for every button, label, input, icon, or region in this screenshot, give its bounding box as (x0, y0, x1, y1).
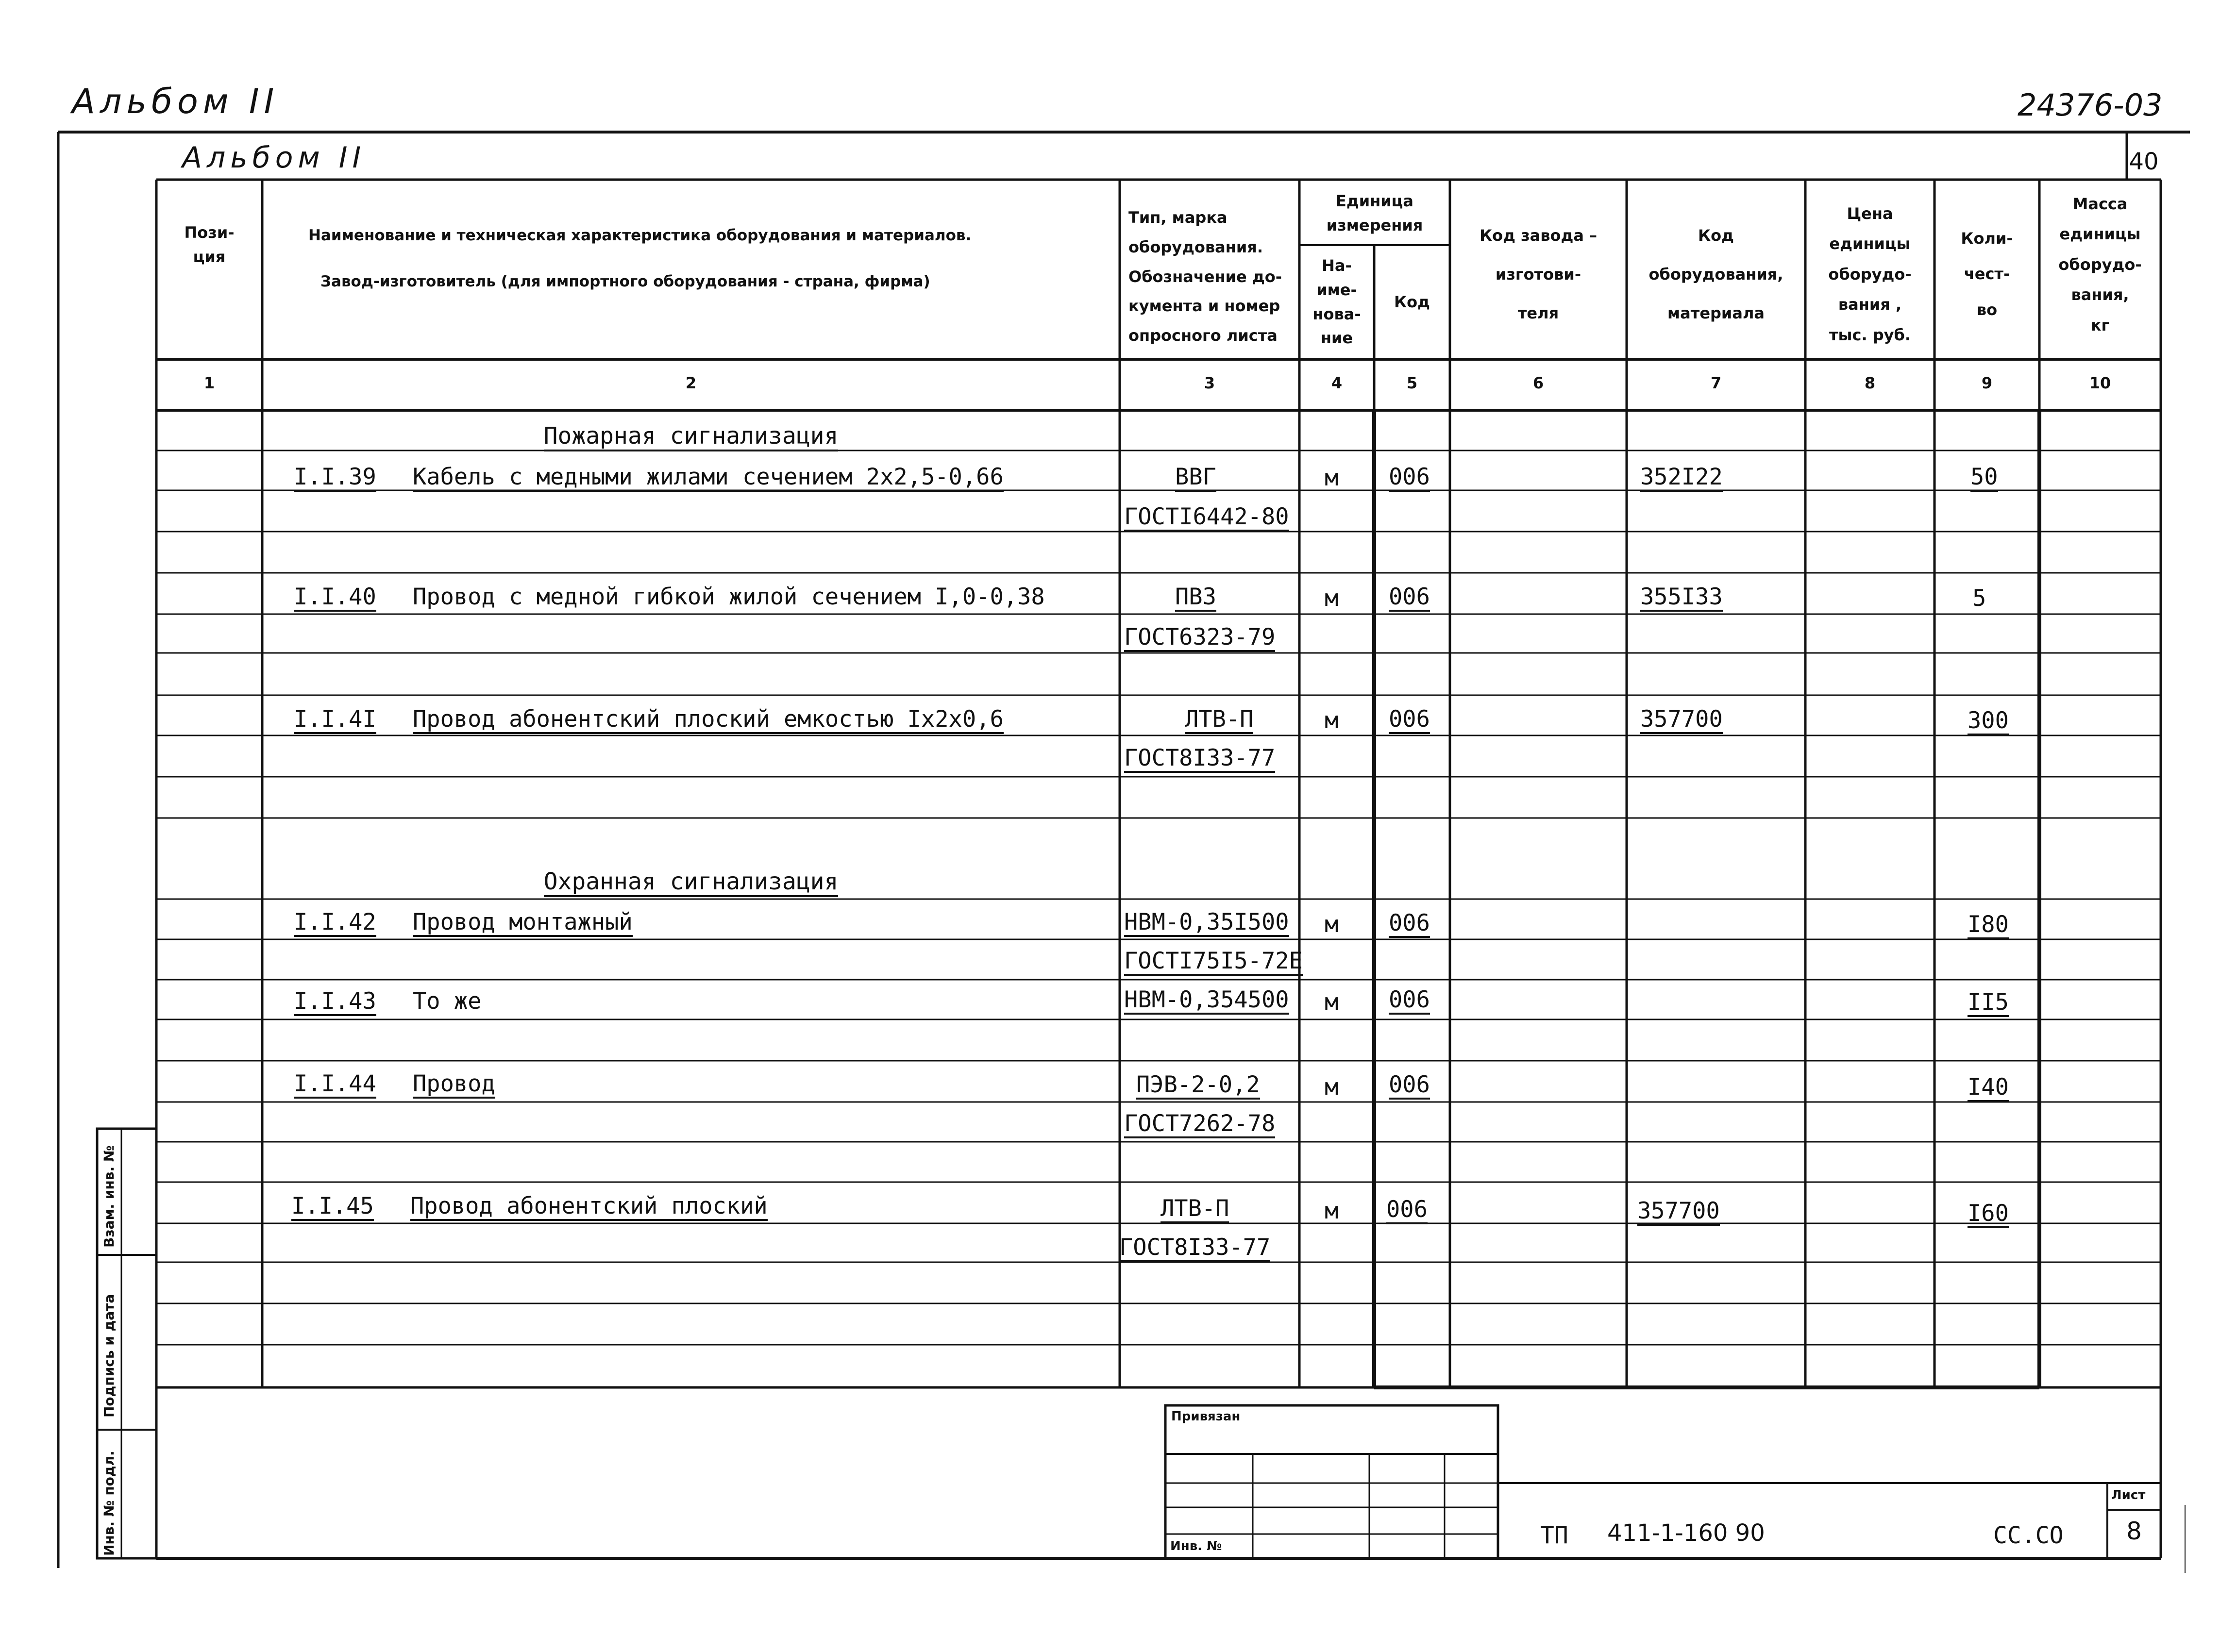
header-price-line: Цена (1847, 204, 1893, 223)
header-unit-line: измерения (1326, 216, 1423, 234)
header-mass-line: вания, (2071, 285, 2129, 304)
row-45-unit-code: 006 (1386, 1195, 1428, 1224)
side-label-inv-orig: Инв. № подл. (101, 1451, 117, 1556)
stamp-series: СС.СО (1993, 1522, 2064, 1549)
header-unit-name-line: На- (1322, 256, 1352, 275)
stamp-sheet-label: Лист (2111, 1488, 2146, 1502)
header-equip-line: материала (1667, 304, 1765, 322)
stamp-sheet-number: 8 (2126, 1517, 2142, 1545)
album-label-inner: Альбом II (182, 141, 366, 175)
stamp-project: ТП (1540, 1522, 1568, 1549)
row-42-quantity: I80 (1968, 910, 2009, 939)
column-number: 10 (2089, 374, 2111, 392)
row-44-position: I.I.44 (294, 1069, 376, 1099)
header-position-line: Пози- (184, 223, 235, 242)
header-equip-line: Код (1698, 226, 1734, 245)
row-41-name: Провод абонентский плоский емкостью Iх2х0,6 (413, 705, 1004, 734)
header-type (1120, 199, 1299, 354)
row-41-quantity: 300 (1968, 706, 2009, 735)
row-39-name: Кабель с медными жилами сечением 2х2,5-0,66 (413, 463, 1004, 492)
row-39-unit-code: 006 (1389, 463, 1430, 492)
column-number: 5 (1406, 374, 1418, 392)
row-44-unit: м (1325, 1074, 1339, 1101)
header-mass-line: единицы (2059, 225, 2141, 244)
row-42-doc: ГОСТI75I5-72Е (1124, 947, 1303, 976)
row-40-quantity: 5 (1972, 585, 1986, 612)
row-45-quantity: I60 (1968, 1199, 2009, 1228)
row-40-equip-code: 355I33 (1640, 583, 1723, 612)
header-factory-line: теля (1517, 304, 1559, 322)
row-39-position: I.I.39 (294, 463, 376, 492)
row-40-name: Провод с медной гибкой жилой сечением I,0-0,38 (413, 584, 1045, 610)
row-44-unit-code: 006 (1389, 1070, 1430, 1100)
column-number: 8 (1864, 374, 1876, 392)
row-39-unit: м (1325, 465, 1339, 491)
row-39-equip-code: 352I22 (1640, 463, 1723, 492)
row-40-doc: ГОСТ6323-79 (1124, 623, 1275, 652)
row-43-name: То же (413, 988, 482, 1015)
row-42-unit: м (1325, 911, 1339, 938)
row-41-type: ЛТВ-П (1185, 705, 1253, 734)
header-equip (1627, 209, 1805, 340)
row-43-type: НВМ-0,354500 (1124, 985, 1289, 1015)
row-44-doc: ГОСТ7262-78 (1124, 1109, 1275, 1138)
section-title-security-text: Охранная сигнализация (544, 868, 839, 897)
row-45-name: Провод абонентский плоский (410, 1192, 768, 1221)
header-name-line1: Наименование и техническая характеристика оборудования и материалов. (308, 227, 972, 244)
header-price-line: единицы (1829, 234, 1911, 253)
row-41-unit: м (1325, 707, 1339, 734)
header-type-line: кумента и номер (1128, 297, 1280, 316)
row-41-equip-code: 357700 (1640, 705, 1723, 734)
row-45-doc: ГОСТ8I33-77 (1119, 1233, 1270, 1262)
header-unit-name-line: нова- (1312, 304, 1361, 323)
row-43-quantity: II5 (1968, 988, 2009, 1017)
header-type-line: опросного листа (1128, 326, 1278, 345)
row-42-name: Провод монтажный (413, 908, 633, 937)
column-number: 7 (1710, 374, 1722, 392)
header-equip-line: оборудования, (1648, 265, 1783, 284)
row-43-unit-code: 006 (1389, 985, 1430, 1015)
column-number: 4 (1331, 374, 1343, 392)
section-title-fire (262, 421, 1120, 451)
header-qty-line: чест- (1964, 265, 2010, 284)
header-price-line: оборудо- (1828, 265, 1912, 284)
row-42-unit-code: 006 (1389, 909, 1430, 938)
row-41-position: I.I.4I (294, 705, 376, 734)
header-qty (1934, 209, 2039, 340)
header-mass-line: Масса (2072, 195, 2128, 214)
album-label-outer: Альбом II (72, 82, 279, 121)
header-unit-line: Единица (1336, 192, 1413, 211)
row-40-unit: м (1325, 585, 1339, 612)
row-44-quantity: I40 (1968, 1073, 2009, 1102)
header-type-line: оборудования. (1128, 237, 1263, 256)
header-factory (1450, 209, 1627, 340)
header-unit-name (1299, 250, 1374, 354)
row-44-name: Провод (413, 1069, 495, 1099)
column-number: 2 (685, 374, 697, 392)
row-42-type: НВМ-0,35I500 (1124, 908, 1289, 937)
column-number: 3 (1204, 374, 1215, 392)
header-factory-line: изготови- (1495, 265, 1581, 284)
header-unit-code: Код (1394, 292, 1430, 311)
side-label-replace-inv: Взам. инв. № (101, 1145, 117, 1248)
header-price-line: тыс. руб. (1829, 325, 1911, 344)
section-title-security (262, 867, 1120, 896)
row-45-type: ЛТВ-П (1161, 1194, 1229, 1223)
header-price-line: вания , (1838, 295, 1902, 314)
row-40-position: I.I.40 (294, 583, 376, 612)
header-price (1805, 199, 1934, 350)
row-44-type: ПЭВ-2-0,2 (1136, 1070, 1260, 1100)
stamp-project-code: 411-1-160 90 (1607, 1519, 1765, 1547)
column-number: 6 (1532, 374, 1544, 392)
row-45-unit: м (1325, 1198, 1339, 1224)
header-position (156, 223, 262, 266)
header-qty-line: Коли- (1961, 229, 2013, 248)
header-type-line: Тип, марка (1128, 208, 1228, 227)
header-mass-line: оборудо- (2058, 255, 2142, 274)
row-42-position: I.I.42 (294, 908, 376, 937)
header-qty-line: во (1976, 300, 1998, 319)
row-41-doc: ГОСТ8I33-77 (1124, 744, 1275, 773)
row-43-position: I.I.43 (294, 987, 376, 1016)
row-41-unit-code: 006 (1389, 705, 1430, 734)
header-unit-name-line: име- (1316, 280, 1357, 299)
column-number: 9 (1981, 374, 1993, 392)
header-position-line: ция (193, 248, 226, 266)
column-number: 1 (203, 374, 215, 392)
header-mass (2039, 192, 2161, 337)
row-39-type: ВВГ (1175, 463, 1216, 492)
row-45-position: I.I.45 (291, 1192, 374, 1221)
header-mass-line: кг (2090, 316, 2110, 334)
row-39-doc: ГОСТI6442-80 (1124, 502, 1289, 532)
row-45-equip-code: 357700 (1637, 1197, 1720, 1226)
header-name-line2: Завод-изготовитель (для импортного оборудования - страна, фирма) (320, 273, 930, 290)
row-43-unit: м (1325, 989, 1339, 1016)
header-unit-name-line: ние (1320, 329, 1353, 348)
header-factory-line: Код завода – (1479, 226, 1598, 245)
header-type-line: Обозначение до- (1128, 267, 1282, 286)
side-label-sign-date: Подпись и дата (101, 1294, 117, 1418)
row-39-quantity: 50 (1970, 463, 1998, 492)
stamp-bound-label: Привязан (1171, 1409, 1241, 1424)
doc-code: 24376-03 (2018, 87, 2163, 123)
stamp-inv-label: Инв. № (1170, 1539, 1222, 1553)
row-40-unit-code: 006 (1389, 583, 1430, 612)
page-number: 40 (2129, 148, 2159, 175)
row-40-type: ПВЗ (1175, 583, 1216, 612)
section-title-fire-text: Пожарная сигнализация (544, 422, 839, 451)
header-unit (1299, 187, 1450, 240)
